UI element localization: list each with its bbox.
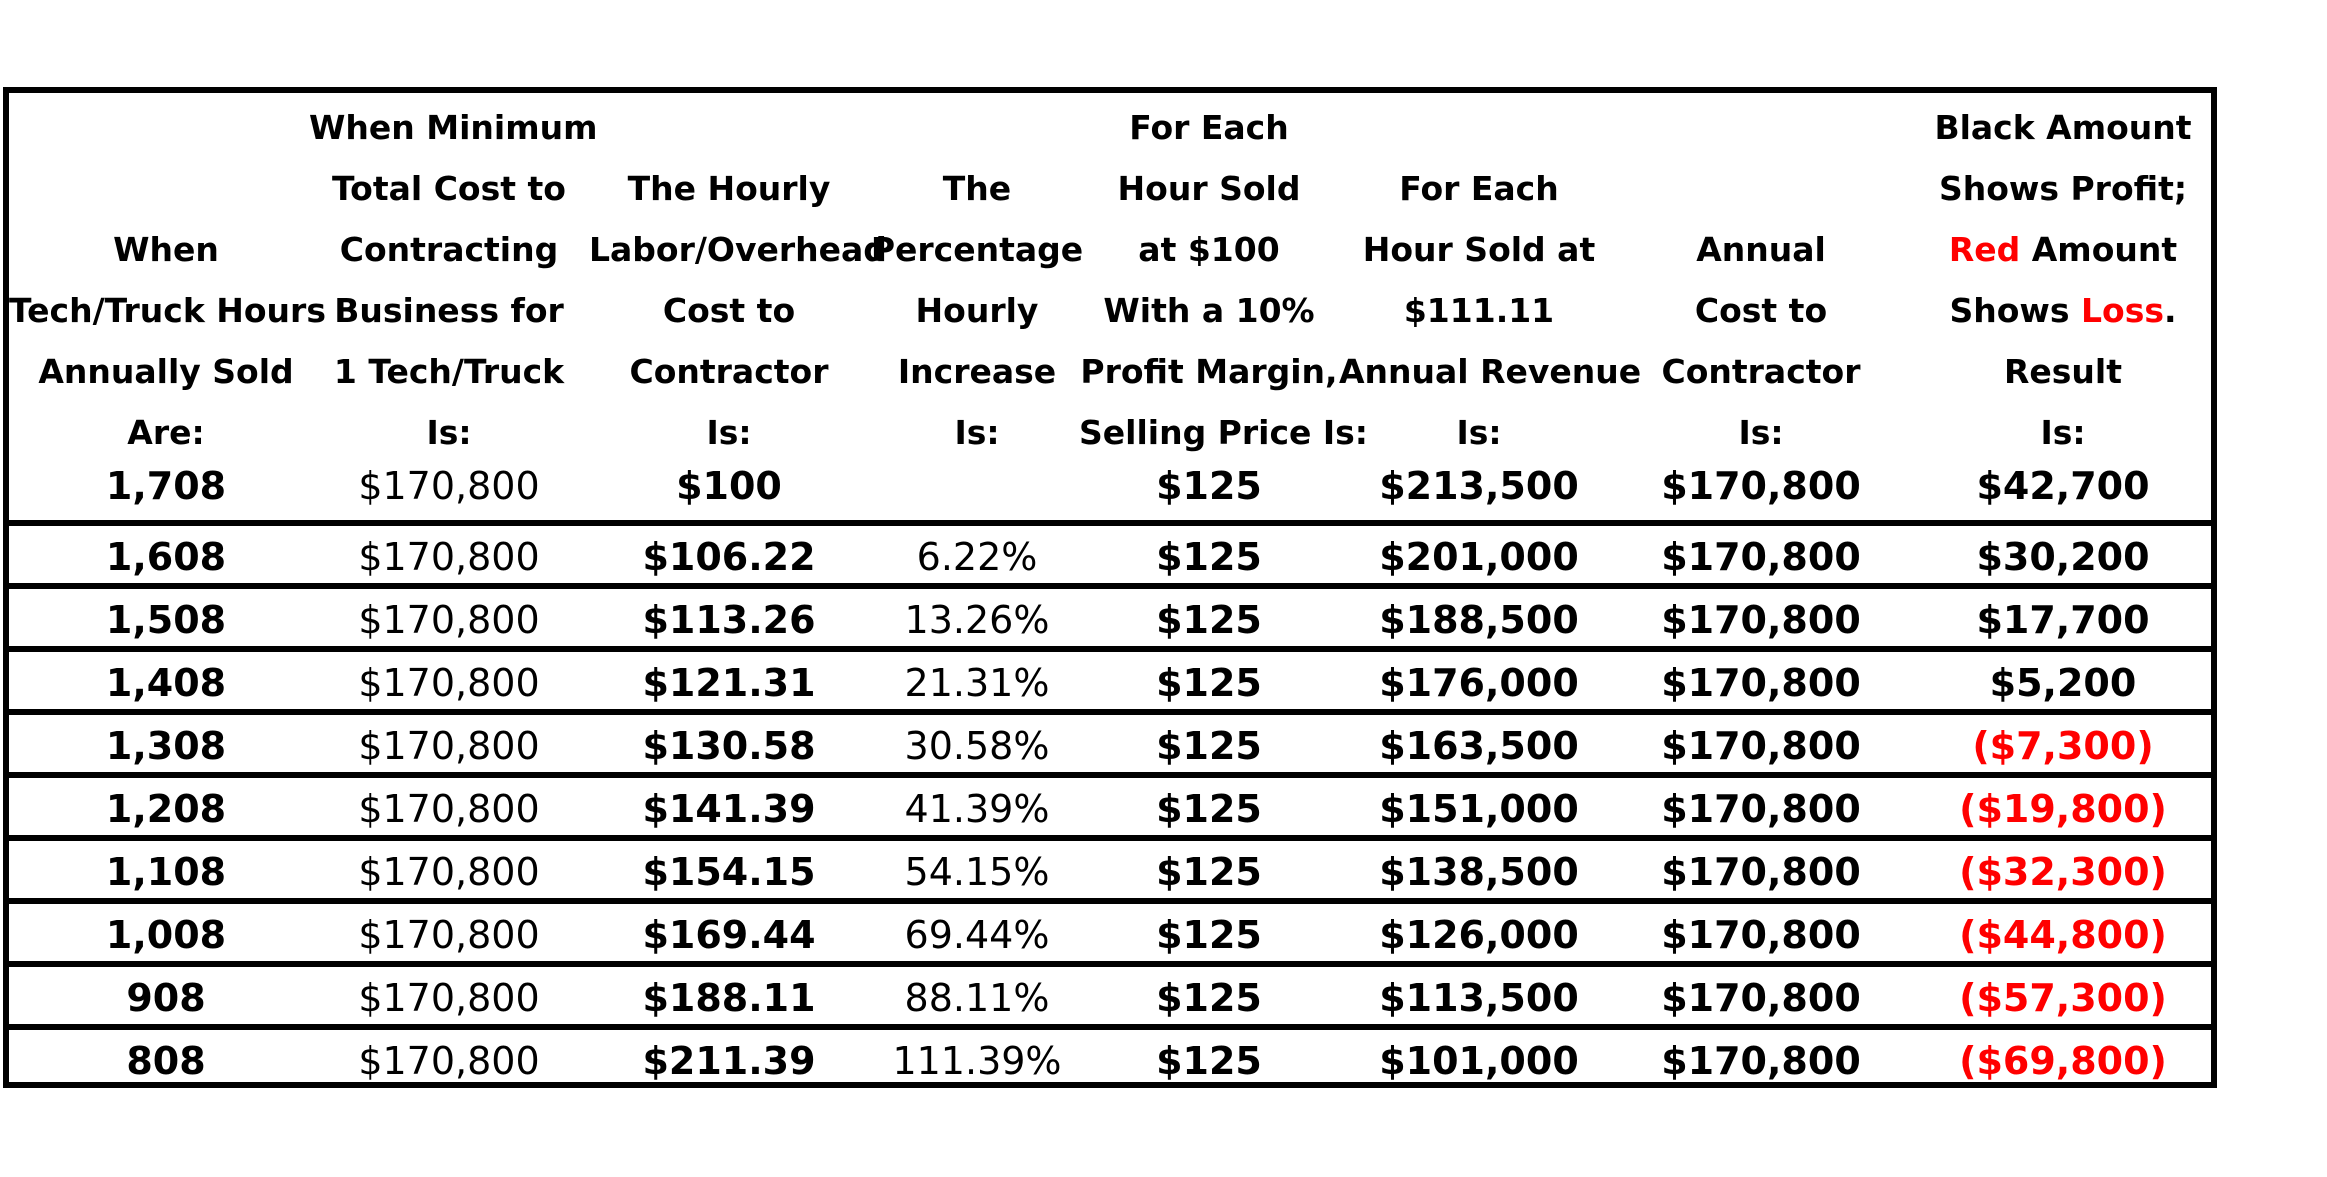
header-hours-sold: [9, 219, 326, 463]
table-row: [9, 772, 2211, 841]
header-line: Result: [2003, 352, 2122, 391]
header-line: Is:: [706, 413, 752, 452]
price-cell: $125: [1156, 913, 1262, 957]
revenue-cell: $176,000: [1379, 661, 1579, 705]
annual-cost-cell: $170,800: [1661, 464, 1861, 508]
table-row: [9, 455, 2211, 518]
annual-cost-cell: $170,800: [1661, 1039, 1861, 1083]
total-cost-cell: $170,800: [358, 535, 540, 579]
header-line: Contractor: [1661, 352, 1861, 391]
table-row: [9, 583, 2211, 652]
header-line: Black Amount: [1934, 108, 2192, 147]
header-line: Annual: [1696, 230, 1826, 269]
table-row: [9, 646, 2211, 715]
header-line: When: [113, 230, 219, 269]
header-line: at $100: [1138, 230, 1280, 269]
total-cost-cell: $170,800: [358, 724, 540, 768]
price-cell: $125: [1156, 850, 1262, 894]
increase-cell: 41.39%: [904, 787, 1050, 831]
result-cell: $42,700: [1976, 464, 2150, 508]
annual-cost-cell: $170,800: [1661, 913, 1861, 957]
header-line: Percentage: [870, 230, 1084, 269]
hourly-cost-cell: $113.26: [642, 598, 816, 642]
result-cell: ($7,300): [1972, 724, 2154, 768]
header-line: Annual Revenue: [1339, 352, 1642, 391]
increase-cell: 88.11%: [904, 976, 1050, 1020]
header-line: For Each: [1129, 108, 1289, 147]
result-cell: ($69,800): [1959, 1039, 2167, 1083]
hourly-cost-cell: $154.15: [642, 850, 816, 894]
result-cell: ($44,800): [1959, 913, 2167, 957]
header-line: Cost to: [662, 291, 796, 330]
result-cell: ($32,300): [1959, 850, 2167, 894]
header-selling-price: [1079, 97, 1369, 463]
revenue-cell: $138,500: [1379, 850, 1579, 894]
hourly-cost-cell: $121.31: [642, 661, 816, 705]
profit-loss-table: [3, 87, 2217, 1088]
total-cost-cell: $170,800: [358, 661, 540, 705]
hours-cell: 908: [126, 976, 206, 1020]
table-row: [9, 898, 2211, 967]
table-header: [9, 93, 2211, 463]
table-row: [9, 1024, 2211, 1093]
revenue-cell: $151,000: [1379, 787, 1579, 831]
header-line: When Minimum: [309, 108, 598, 147]
annual-cost-cell: $170,800: [1661, 850, 1861, 894]
header-line: The: [942, 169, 1012, 208]
header-line: For Each: [1399, 169, 1559, 208]
table-row: [9, 961, 2211, 1030]
header-line: Are:: [127, 413, 205, 452]
table-row: [9, 520, 2211, 589]
red-word: Red: [1948, 230, 2021, 269]
revenue-cell: $213,500: [1379, 464, 1579, 508]
increase-cell: 6.22%: [916, 535, 1038, 579]
hours-cell: 1,508: [105, 598, 227, 642]
loss-word: Loss: [2081, 291, 2164, 330]
header-result: [1913, 97, 2213, 463]
header-line: Shows Profit;: [1938, 169, 2188, 208]
hourly-cost-cell: $169.44: [642, 913, 816, 957]
increase-cell: [869, 455, 1085, 518]
annual-cost-cell: $170,800: [1661, 787, 1861, 831]
increase-cell: 54.15%: [904, 850, 1050, 894]
header-line: [1913, 219, 2213, 280]
table-row: [9, 835, 2211, 904]
price-cell: $125: [1156, 724, 1262, 768]
total-cost-cell: $170,800: [358, 850, 540, 894]
annual-cost-cell: $170,800: [1661, 661, 1861, 705]
header-line: Business for: [334, 291, 564, 330]
header-line: Hour Sold at: [1362, 230, 1596, 269]
annual-cost-cell: $170,800: [1661, 976, 1861, 1020]
header-text: .: [2164, 291, 2177, 330]
header-line: Is:: [1738, 413, 1784, 452]
total-cost-cell: $170,800: [358, 1039, 540, 1083]
increase-cell: 13.26%: [904, 598, 1050, 642]
header-annual-cost: [1631, 219, 1891, 463]
table-row: [9, 709, 2211, 778]
result-cell: ($57,300): [1959, 976, 2167, 1020]
total-cost-cell: $170,800: [358, 976, 540, 1020]
annual-cost-cell: $170,800: [1661, 535, 1861, 579]
header-line: Tech/Truck Hours: [9, 291, 326, 330]
total-cost-cell: $170,800: [358, 598, 540, 642]
header-line: Is:: [954, 413, 1000, 452]
header-percentage-increase: [869, 158, 1085, 463]
header-annual-revenue: [1339, 158, 1642, 463]
header-line: [1913, 280, 2213, 341]
result-cell: $17,700: [1976, 598, 2150, 642]
revenue-cell: $201,000: [1379, 535, 1579, 579]
header-line: Contractor: [629, 352, 829, 391]
result-cell: $30,200: [1976, 535, 2150, 579]
price-cell: $125: [1156, 661, 1262, 705]
revenue-cell: $188,500: [1379, 598, 1579, 642]
header-line: Labor/Overhead: [589, 230, 887, 269]
increase-cell: 69.44%: [904, 913, 1050, 957]
header-line: With a 10%: [1103, 291, 1315, 330]
revenue-cell: $126,000: [1379, 913, 1579, 957]
price-cell: $125: [1156, 1039, 1262, 1083]
header-line: Total Cost to: [332, 169, 566, 208]
header-line: Is:: [426, 413, 472, 452]
header-line: Increase: [897, 352, 1057, 391]
hourly-cost-cell: $106.22: [642, 535, 816, 579]
price-cell: $125: [1156, 787, 1262, 831]
annual-cost-cell: $170,800: [1661, 724, 1861, 768]
hours-cell: 1,108: [105, 850, 227, 894]
header-line: Contracting: [339, 230, 559, 269]
hourly-cost-cell: $211.39: [642, 1039, 816, 1083]
price-cell: $125: [1156, 598, 1262, 642]
price-cell: $125: [1156, 976, 1262, 1020]
header-line: Hourly: [915, 291, 1039, 330]
hours-cell: 808: [126, 1039, 206, 1083]
hours-cell: 1,408: [105, 661, 227, 705]
price-cell: $125: [1156, 464, 1262, 508]
hours-cell: 1,008: [105, 913, 227, 957]
header-line: $111.11: [1403, 291, 1555, 330]
revenue-cell: $163,500: [1379, 724, 1579, 768]
header-line: Is:: [2040, 413, 2086, 452]
increase-cell: 111.39%: [892, 1039, 1062, 1083]
revenue-cell: $113,500: [1379, 976, 1579, 1020]
header-line: Hour Sold: [1117, 169, 1301, 208]
hourly-cost-cell: $188.11: [642, 976, 816, 1020]
header-text: Amount: [2020, 230, 2178, 269]
revenue-cell: $101,000: [1379, 1039, 1579, 1083]
header-line: The Hourly: [627, 169, 831, 208]
increase-cell: 21.31%: [904, 661, 1050, 705]
header-line: Is:: [1456, 413, 1502, 452]
hours-cell: 1,608: [105, 535, 227, 579]
header-line: Selling Price Is:: [1079, 413, 1369, 452]
price-cell: $125: [1156, 535, 1262, 579]
increase-cell: 30.58%: [904, 724, 1050, 768]
header-total-cost: [309, 97, 598, 463]
header-text: Shows: [1949, 291, 2082, 330]
hourly-cost-cell: $100: [676, 464, 782, 508]
result-cell: ($19,800): [1959, 787, 2167, 831]
total-cost-cell: $170,800: [358, 913, 540, 957]
annual-cost-cell: $170,800: [1661, 598, 1861, 642]
header-line: Annually Sold: [38, 352, 294, 391]
header-line: 1 Tech/Truck: [333, 352, 565, 391]
header-line: Profit Margin,: [1080, 352, 1338, 391]
header-hourly-cost: [589, 158, 887, 463]
hours-cell: 1,708: [105, 464, 227, 508]
result-cell: $5,200: [1989, 661, 2137, 705]
hours-cell: 1,208: [105, 787, 227, 831]
header-line: Cost to: [1694, 291, 1828, 330]
hourly-cost-cell: $141.39: [642, 787, 816, 831]
hours-cell: 1,308: [105, 724, 227, 768]
total-cost-cell: $170,800: [358, 464, 540, 508]
hourly-cost-cell: $130.58: [642, 724, 816, 768]
total-cost-cell: $170,800: [358, 787, 540, 831]
